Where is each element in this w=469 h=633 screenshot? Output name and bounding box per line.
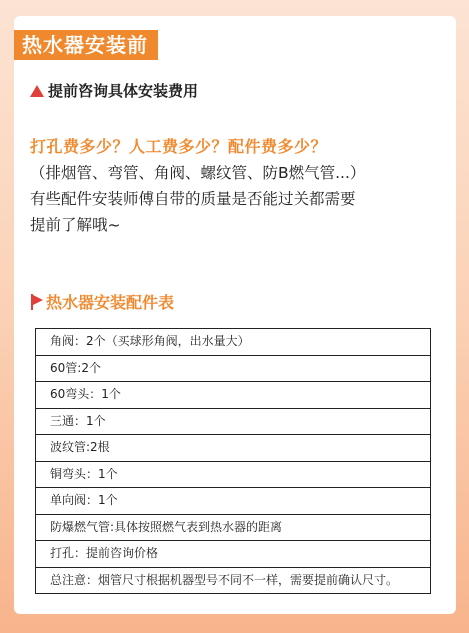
table-row: 角阀：2个（买球形角阀，出水量大） <box>36 329 430 356</box>
table-row: 60弯头：1个 <box>36 382 430 409</box>
table-row: 打孔：提前咨询价格 <box>36 541 430 568</box>
table-row: 单向阀：1个 <box>36 488 430 515</box>
table-row: 三通：1个 <box>36 409 430 436</box>
subtitle <box>30 80 198 101</box>
paragraph-line-3: 提前了解哦~ <box>30 216 121 234</box>
table-row: 总注意：烟管尺寸根据机器型号不同不一样，需要提前确认尺寸。 <box>50 572 399 587</box>
paragraph-line-2: 有些配件安装师傅自带的质量是否能过关都需要 <box>30 190 356 208</box>
table-row: 铜弯头：1个 <box>36 462 430 489</box>
cost-question: 打孔费多少？人工费多少？配件费多少？ <box>30 137 328 156</box>
flag-icon <box>30 294 44 310</box>
subtitle-text: 提前咨询具体安装费用 <box>48 82 199 100</box>
parts-table <box>35 328 431 594</box>
table-row: 60管:2个 <box>36 356 430 383</box>
paragraph-line-1: （排烟管、弯管、角阀、螺纹管、防B燃气管...） <box>30 164 366 182</box>
header-tag: 热水器安装前 <box>14 30 158 60</box>
section-title <box>30 290 174 313</box>
table-row: 波纹管:2根 <box>36 435 430 462</box>
warning-triangle-icon <box>30 85 44 97</box>
section-title-text: 热水器安装配件表 <box>46 293 175 312</box>
table-row: 防爆燃气管:具体按照燃气表到热水器的距离 <box>36 515 430 542</box>
